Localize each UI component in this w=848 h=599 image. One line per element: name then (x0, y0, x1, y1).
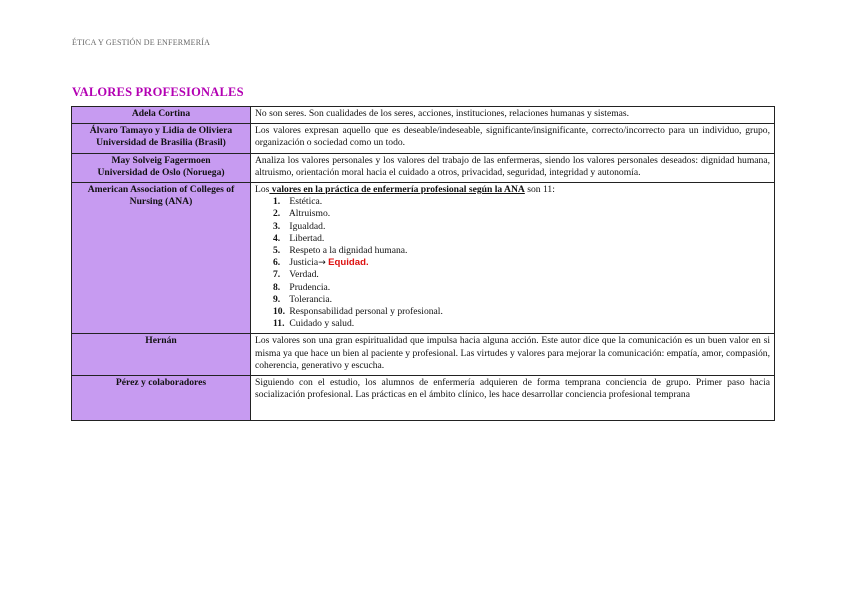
arrow-right-icon: → (318, 258, 326, 269)
item-text: Cuidado y salud. (289, 318, 355, 330)
author-cell (72, 376, 251, 421)
item-text: Justicia (289, 257, 319, 269)
item-number: 7. (273, 269, 281, 281)
list-item (273, 294, 770, 306)
item-number: 8. (273, 281, 281, 293)
table-row (72, 334, 775, 376)
list-item (273, 208, 770, 220)
description-cell: Los valores son una gran espiritualidad que impulsa hacia alguna acción. Este autor dice que la comunicación es un buen valor en si misma ya que hace un bien al paciente y profesional. Las virtudes y valores para mejorar la comunicación: empatía, amor, compasión, coherencia, generativo y escucha. (251, 334, 775, 376)
item-number: 10. (273, 306, 285, 318)
table-row (72, 376, 775, 421)
table-row (72, 153, 775, 182)
author-affiliation: Universidad de Oslo (Noruega) (97, 166, 225, 178)
table-row (72, 124, 775, 153)
item-text: Tolerancia. (289, 293, 332, 305)
item-number: 3. (273, 220, 281, 232)
item-text: Altruismo. (288, 208, 331, 220)
list-item (273, 318, 770, 330)
author-name: Hernán (145, 335, 177, 347)
item-text: Respeto a la dignidad humana. (289, 245, 408, 257)
list-item (273, 282, 770, 294)
author-name: Álvaro Tamayo y Lidia de Oliviera (89, 125, 233, 137)
author-cell (72, 124, 251, 153)
item-number: 2. (273, 208, 281, 220)
description-cell: No son seres. Son cualidades de los seres, acciones, instituciones, relaciones humanas y sistemas. (251, 107, 775, 124)
item-number: 5. (273, 245, 281, 257)
item-text: Verdad. (289, 269, 319, 281)
item-number: 11. (273, 318, 285, 330)
author-affiliation: Universidad de Brasilia (Brasil) (96, 137, 226, 149)
item-number: 6. (273, 257, 281, 269)
description-cell: Analiza los valores personales y los valores del trabajo de las enfermeras, siendo los valores personales deseados: dignidad humana, altruismo, orientación moral hacia el cuidado a otros, privacidad, seguridad, integridad y autonomía. (251, 153, 775, 182)
list-item (273, 257, 770, 269)
item-text: Estética. (289, 196, 323, 208)
list-item (273, 196, 770, 208)
item-text: Prudencia. (289, 281, 331, 293)
section-title: VALORES PROFESIONALES (72, 85, 244, 99)
list-item (273, 306, 770, 318)
intro-underlined: valores en la práctica de enfermería profesional según la ANA (269, 184, 525, 196)
description-cell: Los valores expresan aquello que es deseable/indeseable, significante/insignificante, correcto/incorrecto para un individuo, grupo, organización o sociedad como un todo. (251, 124, 775, 153)
intro-suffix: son 11: (524, 184, 555, 196)
running-header: ÉTICA Y GESTIÓN DE ENFERMERÍA (72, 38, 211, 47)
table-row (72, 183, 775, 334)
values-table (71, 106, 775, 421)
author-cell (72, 107, 251, 124)
ana-intro (255, 184, 770, 196)
list-item (273, 221, 770, 233)
ana-values-list (255, 196, 770, 330)
equidad-highlight: Equidad. (328, 257, 369, 269)
description-cell: Siguiendo con el estudio, los alumnos de enfermería adquieren de forma temprana conciencia de grupo. Primer paso hacia socialización profesional. Las prácticas en el ámbito clínico, les hace desarrollar conciencia profesional temprana (251, 376, 775, 421)
item-number: 9. (273, 293, 281, 305)
item-number: 1. (273, 196, 281, 208)
author-cell (72, 153, 251, 182)
list-item (273, 269, 770, 281)
intro-prefix: Los (255, 184, 270, 196)
item-text: Responsabilidad personal y profesional. (289, 306, 443, 318)
table-row (72, 107, 775, 124)
author-name: Adela Cortina (131, 108, 191, 119)
author-cell (72, 334, 251, 376)
item-text: Libertad. (289, 232, 325, 244)
item-number: 4. (273, 232, 281, 244)
author-cell (72, 183, 251, 334)
description-cell (251, 183, 775, 334)
list-item (273, 245, 770, 257)
item-text: Igualdad. (289, 220, 326, 232)
author-name: Pérez y colaboradores (115, 377, 207, 389)
author-name: American Association of Colleges of Nursing (ANA) (87, 184, 235, 208)
author-name: May Solveig Fagermoen (111, 154, 211, 166)
list-item (273, 233, 770, 245)
